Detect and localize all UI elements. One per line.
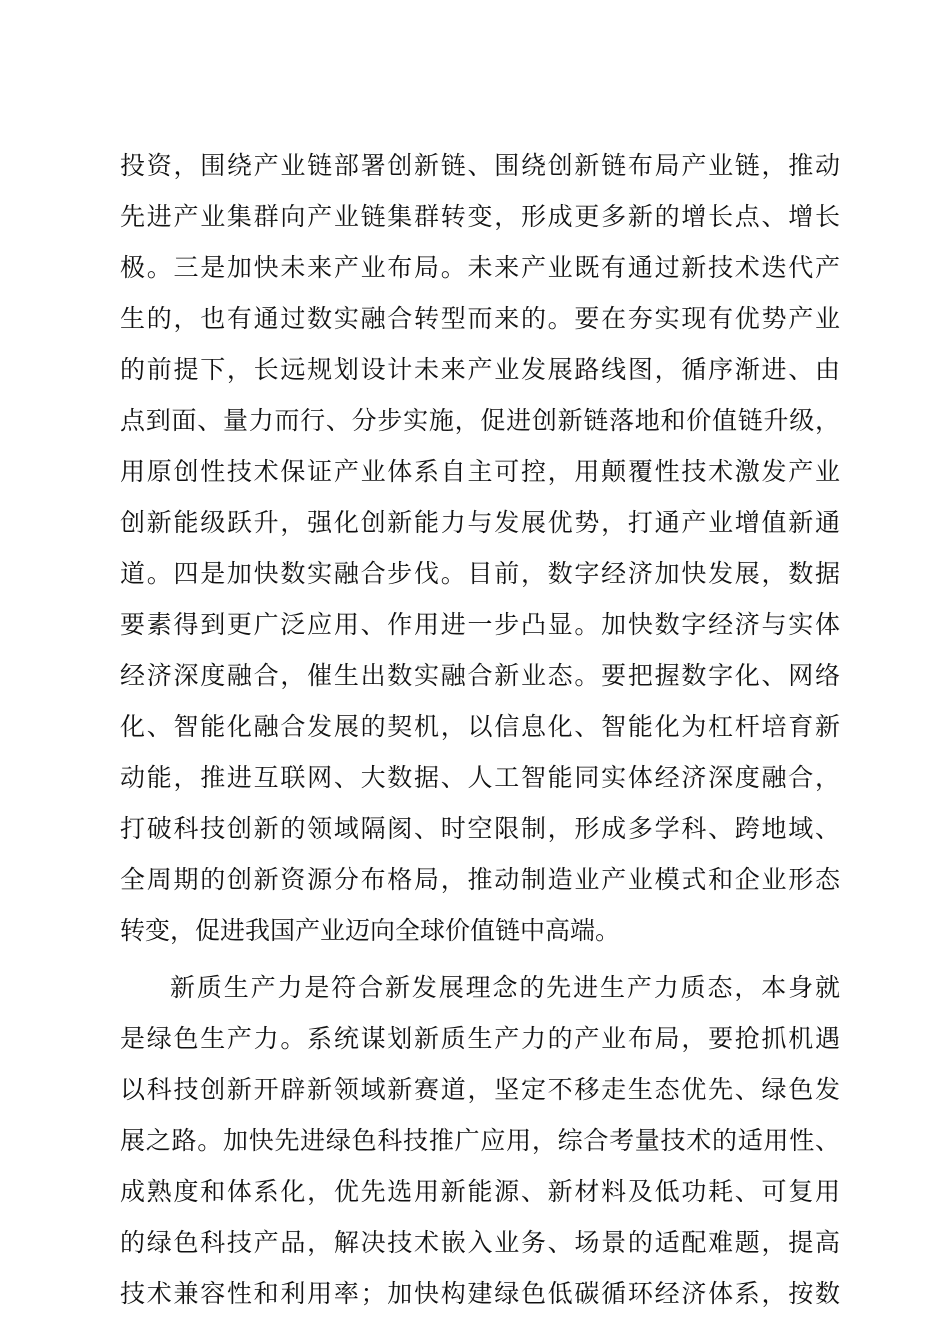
text-line: 展之路。加快先进绿色科技推广应用，综合考量技术的适用性、 <box>120 1126 840 1155</box>
text-line: 动能，推进互联网、大数据、人工智能同实体经济深度融合， <box>120 763 840 792</box>
text-line: 技术兼容性和利用率；加快构建绿色低碳循环经济体系，按数 <box>120 1279 840 1308</box>
text-line: 新质生产力是符合新发展理念的先进生产力质态，本身就 <box>170 973 840 1002</box>
text-line: 极。三是加快未来产业布局。未来产业既有通过新技术迭代产 <box>120 253 840 282</box>
text-line: 生的，也有通过数实融合转型而来的。要在夯实现有优势产业 <box>120 304 840 333</box>
text-line: 先进产业集群向产业链集群转变，形成更多新的增长点、增长 <box>120 202 840 231</box>
text-line: 点到面、量力而行、分步实施，促进创新链落地和价值链升级， <box>120 406 840 435</box>
text-line: 用原创性技术保证产业体系自主可控，用颠覆性技术激发产业 <box>120 457 840 486</box>
text-line: 转变，促进我国产业迈向全球价值链中高端。 <box>120 916 621 945</box>
text-line: 要素得到更广泛应用、作用进一步凸显。加快数字经济与实体 <box>120 610 840 639</box>
text-line: 全周期的创新资源分布格局，推动制造业产业模式和企业形态 <box>120 865 840 894</box>
body-text <box>120 140 840 1319</box>
text-line: 创新能级跃升，强化创新能力与发展优势，打通产业增值新通 <box>120 508 840 537</box>
paragraph-1 <box>120 140 840 956</box>
text-line: 的前提下，长远规划设计未来产业发展路线图，循序渐进、由 <box>120 355 840 384</box>
text-line: 经济深度融合，催生出数实融合新业态。要把握数字化、网络 <box>120 661 840 690</box>
paragraph-2 <box>120 962 840 1319</box>
text-line: 化、智能化融合发展的契机，以信息化、智能化为杠杆培育新 <box>120 712 840 741</box>
text-line: 打破科技创新的领域隔阂、时空限制，形成多学科、跨地域、 <box>120 814 840 843</box>
text-line: 是绿色生产力。系统谋划新质生产力的产业布局，要抢抓机遇 <box>120 1024 840 1053</box>
text-line: 投资，围绕产业链部署创新链、围绕创新链布局产业链，推动 <box>120 151 840 180</box>
text-line: 道。四是加快数实融合步伐。目前，数字经济加快发展，数据 <box>120 559 840 588</box>
text-line: 成熟度和体系化，优先选用新能源、新材料及低功耗、可复用 <box>120 1177 840 1206</box>
text-line: 以科技创新开辟新领域新赛道，坚定不移走生态优先、绿色发 <box>120 1075 840 1104</box>
text-line: 的绿色科技产品，解决技术嵌入业务、场景的适配难题，提高 <box>120 1228 840 1257</box>
